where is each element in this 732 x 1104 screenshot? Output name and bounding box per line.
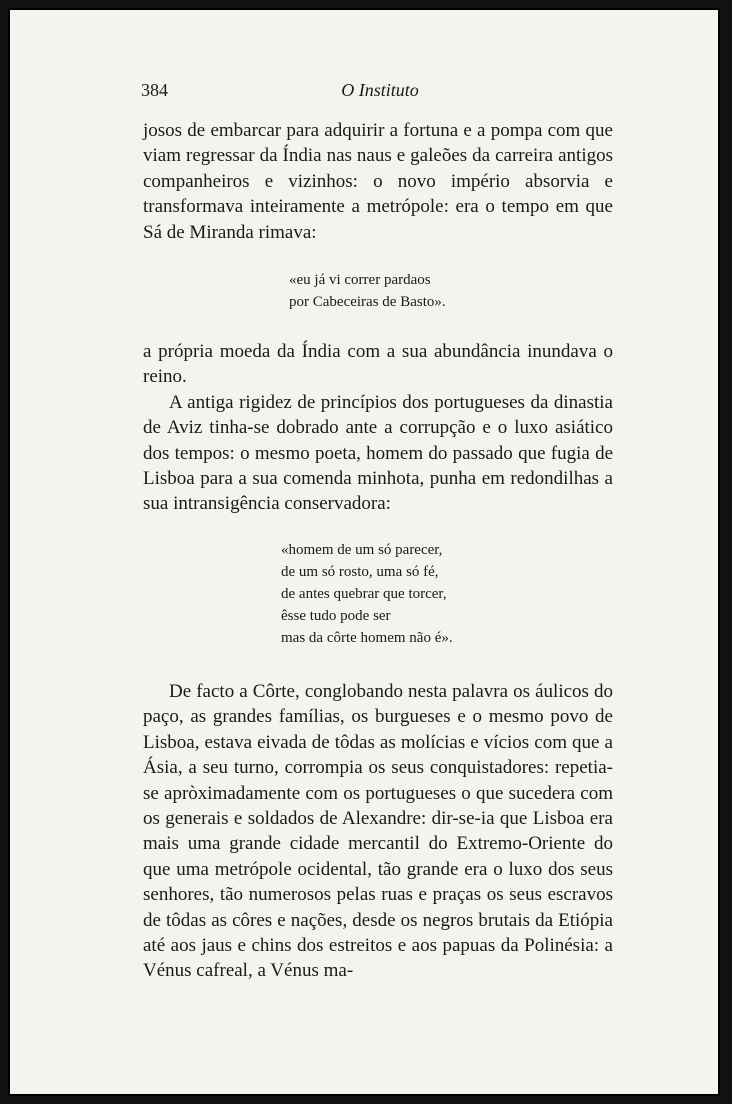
- verse-line: de antes quebrar que torcer,: [281, 585, 447, 602]
- paragraph-4: De facto a Côrte, conglobando nesta palavra os áulicos do paço, as grandes famílias, os burgueses e o mesmo povo de Lisboa, estava eivada de tôdas as molícias e vícios com que a Ásia, a seu turno, corrompia os seus conquistadores: repetia-se apròximadamente com os portugueses o que sucedera com os generais e soldados de Alexandre: dir-se-ia que Lisboa era mais uma grande cidade mercantil do Extremo-Oriente do que uma metrópole ocidental, tão grande era o luxo dos seus senhores, tão numerosos pelas ruas e praças os seus escravos de tôdas as côres e nações, desde os negros brutais da Etiópia até aos jaus e chins dos estreitos e aos papuas da Polinésia: a Vénus cafreal, a Vénus ma-: [143, 680, 613, 982]
- paragraph-2: a própria moeda da Índia com a sua abundância inundava o reino.: [143, 341, 613, 388]
- paragraph-3: A antiga rigidez de princípios dos portugueses da dinastia de Aviz tinha-se dobrado ante a corrupção e o luxo asiático dos tempos: o mesmo poeta, homem do passado que fugia de Lisboa para a sua comenda minhota, punha em redondilhas a sua intransigência conservadora:: [143, 391, 613, 515]
- verse-quote-1: [289, 269, 613, 313]
- verse-line: «homem de um só parecer,: [281, 541, 443, 558]
- verse-line: por Cabeceiras de Basto».: [289, 294, 446, 311]
- verse-line: mas da côrte homem não é».: [281, 629, 453, 646]
- verse-line: êsse tudo pode ser: [281, 607, 391, 624]
- verse-quote-2: [281, 539, 613, 649]
- verse-line: de um só rosto, uma só fé,: [281, 563, 439, 580]
- body-text: [143, 118, 613, 984]
- paragraph-1: josos de embarcar para adquirir a fortuna e a pompa com que viam regressar da Índia nas naus e galeões da carreira antigos companheiros e vizinhos: o novo império absorvia e transformava inteiramente a metrópole: era o tempo em que Sá de Miranda rimava:: [143, 120, 613, 243]
- page-header: [137, 80, 623, 104]
- running-title: O Instituto: [341, 80, 419, 100]
- page-number: 384: [141, 80, 168, 100]
- verse-line: «eu já vi correr pardaos: [289, 272, 431, 289]
